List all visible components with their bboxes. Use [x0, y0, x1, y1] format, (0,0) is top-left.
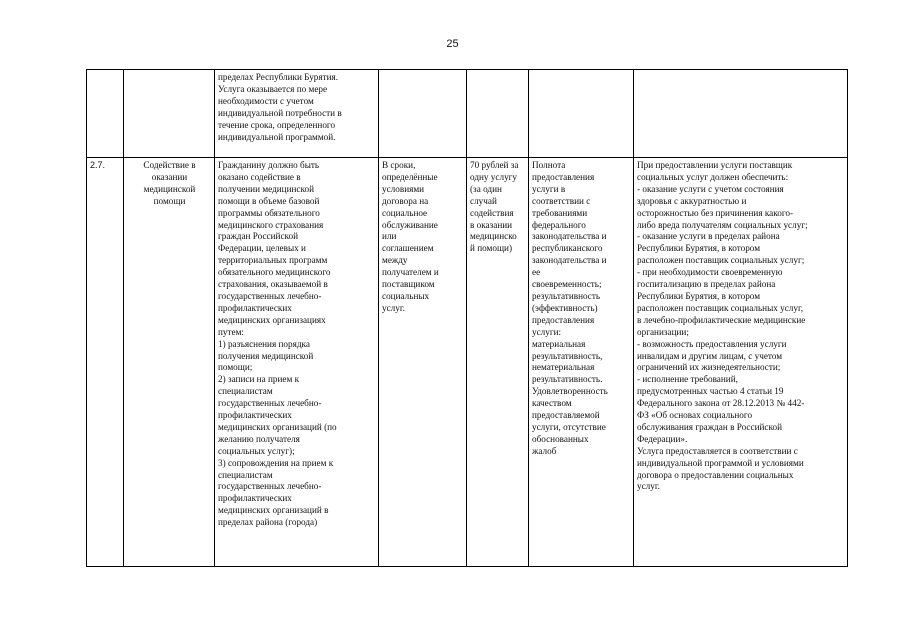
cont-name-cell: [124, 70, 215, 158]
service-terms-cell: В сроки, определённые условиями договора на социальное обслуживание или соглашением между получателем и поставщиком социальных услуг.: [379, 158, 467, 567]
page-number: 25: [446, 38, 459, 50]
cont-description-cell: пределах Республики Бурятия. Услуга оказывается по мере необходимости с учетом индивидуальной потребности в течение срока, определенного индивидуальной программой.: [215, 70, 379, 158]
service-name-cell: Содействие в оказании медицинской помощи: [124, 158, 215, 567]
cont-terms-cell: [379, 70, 467, 158]
service-description-cell: Гражданину должно быть оказано содействие в получении медицинской помощи в объеме базовой программы обязательного медицинского страхования граждан Российской Федерации, целевых и территориальных программ обязательного медицинского страхования, оказываемой в государственных лечебно- профилактических медицинских организациях путем: 1) разъяснения порядка получения медицинской помощи; 2) записи на прием к специалистам государственных лечебно- профилактических медицинских организаций (по желанию получателя социальных услуг); 3) сопровождения на прием к специалистам государственных лечебно- профилактических медицинских организаций в пределах района (города): [215, 158, 379, 567]
table-row-continuation: [87, 70, 848, 158]
cont-price-cell: [467, 70, 529, 158]
cont-number-cell: [87, 70, 124, 158]
service-quality-cell: Полнота предоставления услуги в соответствии с требованиями федерального законодательства и республиканского законодательства и ее своевременность; результативность (эффективность) предоставления услуги: материальная результативность, нематериальная результативность. Удовлетворенность качеством предоставляемой услуги, отсутствие обоснованных жалоб: [529, 158, 634, 567]
service-conditions-cell: При предоставлении услуги поставщик социальных услуг должен обеспечить: - оказание услуги с учетом состояния здоровья с аккуратностью и осторожностью без причинения какого- либо вреда получателям социальных услуг; - оказание услуги в пределах района Республики Бурятия, в котором расположен поставщик социальных услуг; - при необходимости своевременную госпитализацию в пределах района Республики Бурятия, в котором расположен поставщик социальных услуг, в лечебно-профилактические медицинские организации; - возможность предоставления услуги инвалидам и другим лицам, с учетом ограничений их жизнедеятельности; - исполнение требований, предусмотренных частью 4 статьи 19 Федерального закона от 28.12.2013 № 442- ФЗ «Об основах социального обслуживания граждан в Российской Федерации». Услуга предоставляется в соответствии с индивидуальной программой и условиями договора о предоставлении социальных услуг.: [634, 158, 848, 567]
service-number-cell: 2.7.: [87, 158, 124, 567]
cont-conditions-cell: [634, 70, 848, 158]
table-row-2-7: [87, 158, 848, 567]
services-table: [86, 69, 848, 567]
service-price-cell: 70 рублей за одну услугу (за один случай содействия в оказании медицинско й помощи): [467, 158, 529, 567]
cont-quality-cell: [529, 70, 634, 158]
